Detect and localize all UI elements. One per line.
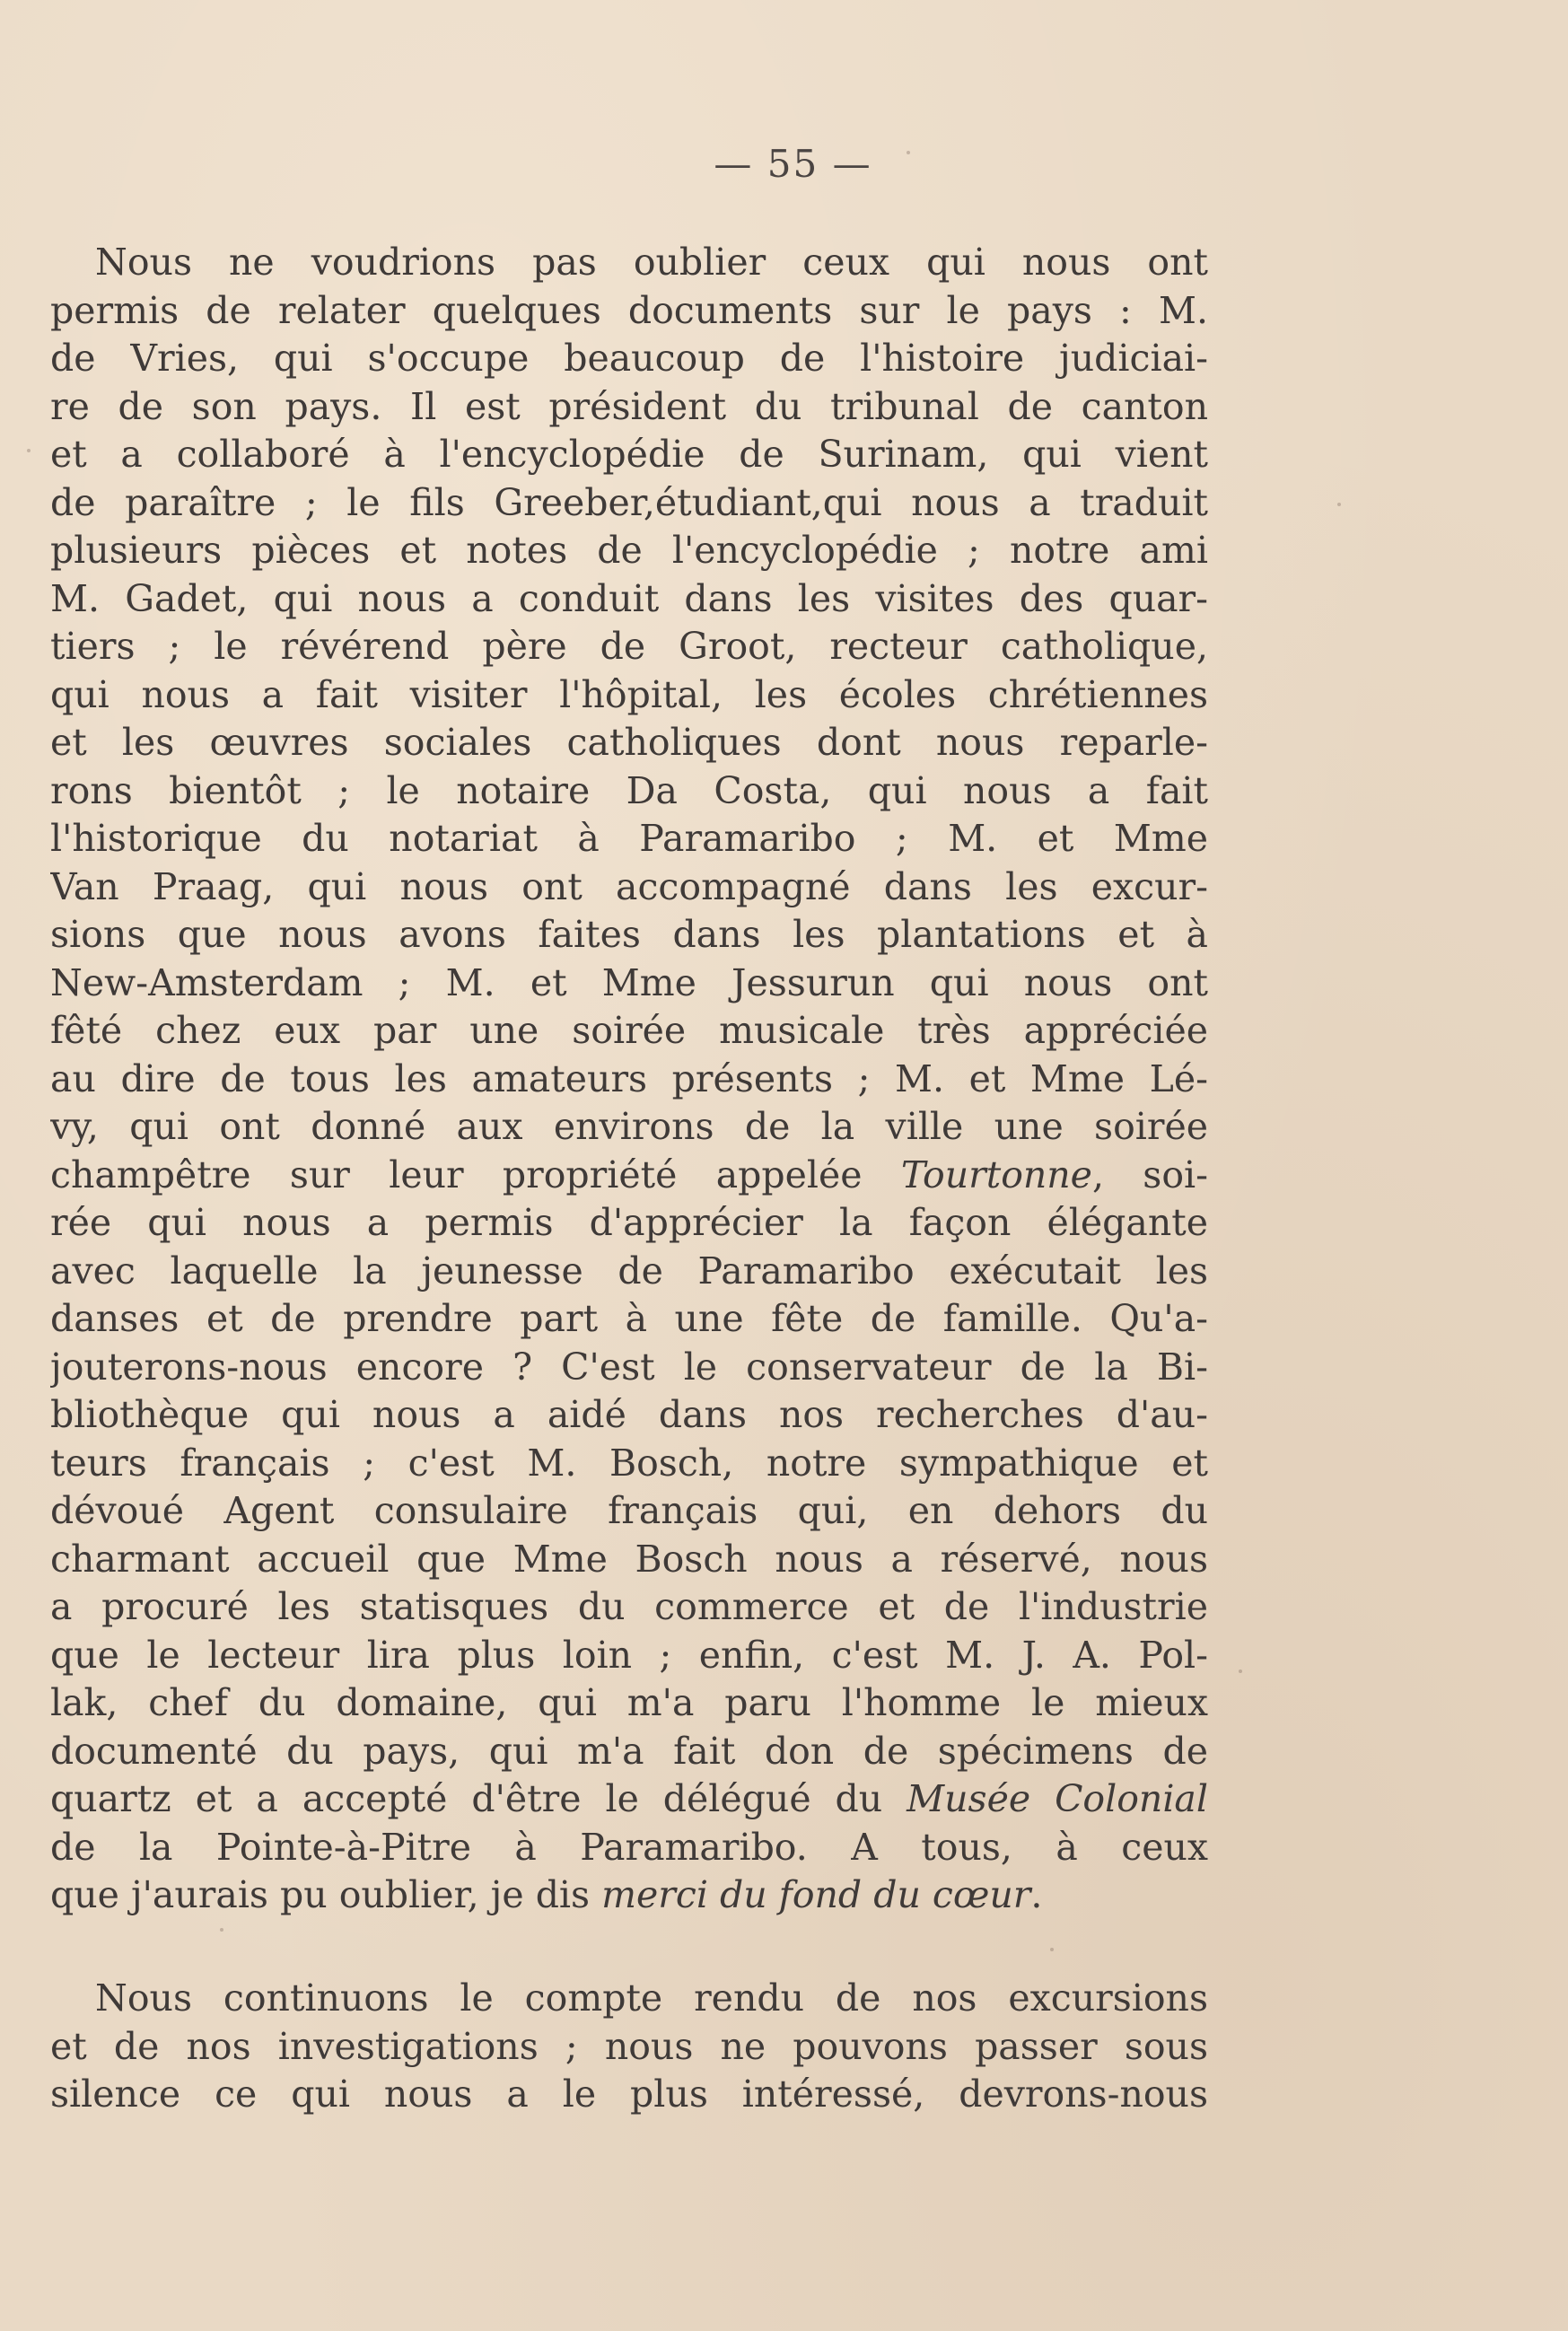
text-line: jouterons-nous encore ? C'est le conservateur de la Bi- — [50, 1345, 1208, 1389]
text-line: champêtre sur leur propriété appelée Tourtonne, soi- — [50, 1152, 1208, 1196]
text-line: que j'aurais pu oublier, je dis merci du fond du cœur. — [50, 1873, 1043, 1916]
text-line: tiers ; le révérend père de Groot, recteur catholique, — [50, 625, 1208, 668]
page-number: — 55 — — [714, 142, 872, 186]
text-line: a procuré les statisques du commerce et de l'industrie — [50, 1585, 1208, 1628]
text-line: Nous continuons le compte rendu de nos excursions — [95, 1976, 1208, 2020]
text-line: Nous ne voudrions pas oublier ceux qui nous ont — [95, 241, 1208, 284]
text-line: avec laquelle la jeunesse de Paramaribo exécutait les — [50, 1249, 1208, 1293]
text-line: fêté chez eux par une soirée musicale très appréciée — [50, 1009, 1208, 1052]
text-line: que le lecteur lira plus loin ; enfin, c'est M. J. A. Pol- — [50, 1633, 1208, 1677]
paragraph-continuation — [50, 1975, 1208, 2119]
text-line: documenté du pays, qui m'a fait don de spécimens de — [50, 1729, 1208, 1773]
paper-speck — [27, 449, 31, 452]
text-line: et a collaboré à l'encyclopédie de Surinam, qui vient — [50, 433, 1208, 476]
text-line: lak, chef du domaine, qui m'a paru l'homme le mieux — [50, 1681, 1208, 1724]
text-line: teurs français ; c'est M. Bosch, notre sympathique et — [50, 1441, 1208, 1485]
paper-speck — [907, 151, 910, 154]
text-line: rons bientôt ; le notaire Da Costa, qui nous a fait — [50, 768, 1208, 812]
text-line: bliothèque qui nous a aidé dans nos recherches d'au- — [50, 1393, 1208, 1436]
paragraph-acknowledgements — [50, 239, 1208, 1920]
text-line: et de nos investigations ; nous ne pouvons passer sous — [50, 2024, 1208, 2068]
text-line: New-Amsterdam ; M. et Mme Jessurun qui nous ont — [50, 960, 1208, 1004]
text-line: rée qui nous a permis d'apprécier la façon élégante — [50, 1201, 1208, 1244]
text-line: M. Gadet, qui nous a conduit dans les visites des quar- — [50, 576, 1208, 620]
paper-speck — [1050, 1948, 1054, 1951]
text-line: Van Praag, qui nous ont accompagné dans les excur- — [50, 864, 1208, 908]
text-line: danses et de prendre part à une fête de famille. Qu'a- — [50, 1297, 1208, 1340]
text-line: de Vries, qui s'occupe beaucoup de l'histoire judiciai- — [50, 337, 1208, 380]
text-line: et les œuvres sociales catholiques dont nous reparle- — [50, 721, 1208, 764]
text-line: silence ce qui nous a le plus intéressé, devrons-nous — [50, 2072, 1208, 2116]
text-line: dévoué Agent consulaire français qui, en dehors du — [50, 1489, 1208, 1532]
text-line: au dire de tous les amateurs présents ; M. et Mme Lé- — [50, 1056, 1208, 1100]
text-line: qui nous a fait visiter l'hôpital, les écoles chrétiennes — [50, 672, 1208, 716]
text-line: de paraître ; le fils Greeber,étudiant,qui nous a traduit — [50, 480, 1208, 524]
text-line: quartz et a accepté d'être le délégué du Musée Colonial — [50, 1777, 1208, 1820]
paper-speck — [1239, 1669, 1242, 1673]
text-line: charmant accueil que Mme Bosch nous a réservé, nous — [50, 1537, 1208, 1581]
paper-speck — [1337, 503, 1341, 506]
text-line: permis de relater quelques documents sur le pays : M. — [50, 288, 1208, 332]
text-line: vy, qui ont donné aux environs de la ville une soirée — [50, 1105, 1208, 1148]
paper-speck — [220, 1928, 223, 1932]
text-line: sions que nous avons faites dans les plantations et à — [50, 913, 1208, 956]
text-line: l'historique du notariat à Paramaribo ; M. et Mme — [50, 817, 1208, 860]
text-line: plusieurs pièces et notes de l'encyclopédie ; notre ami — [50, 529, 1208, 572]
text-line: re de son pays. Il est président du tribunal de canton — [50, 384, 1208, 428]
text-line: de la Pointe-à-Pitre à Paramaribo. A tous, à ceux — [50, 1825, 1208, 1869]
